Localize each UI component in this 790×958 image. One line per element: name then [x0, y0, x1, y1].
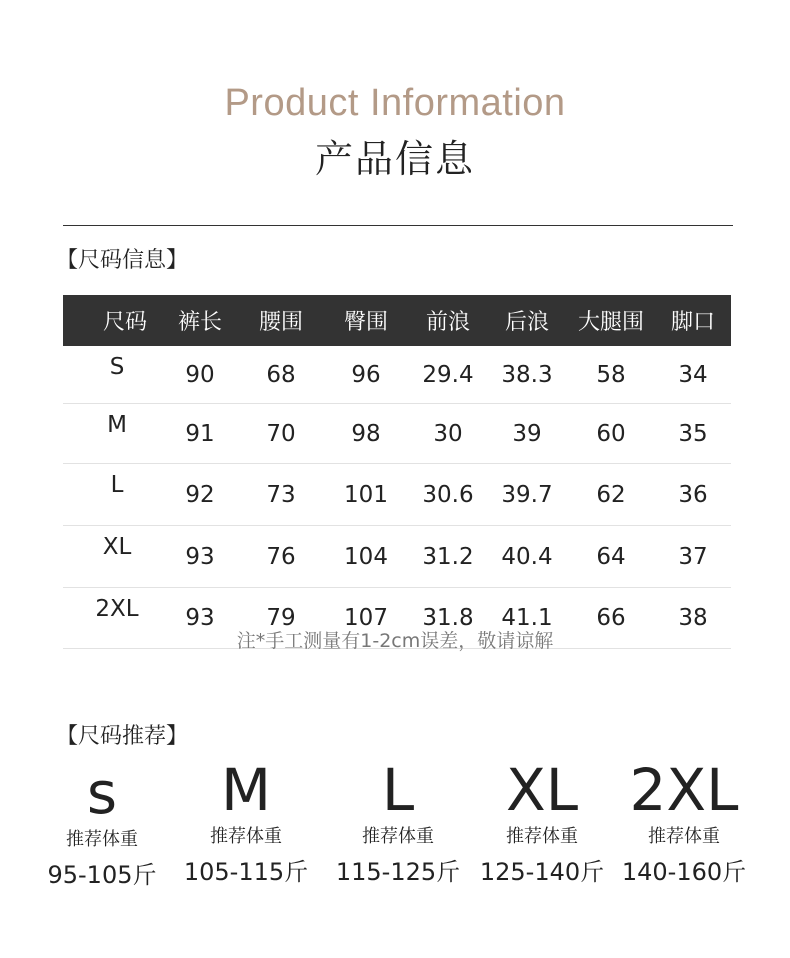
cell-size: L [63, 464, 161, 526]
cell-waist: 70 [239, 404, 323, 464]
recommend-weight-range: 140-160斤 [621, 858, 747, 886]
recommend-weight-range: 105-115斤 [183, 858, 309, 886]
recommend-size: L [381, 756, 415, 824]
cell-back-rise: 40.4 [487, 526, 567, 588]
cell-waist: 73 [239, 464, 323, 526]
column-header-size: 尺码 [63, 295, 161, 346]
cell-leg-opening: 35 [655, 404, 731, 464]
cell-pants-length: 91 [161, 404, 239, 464]
title-english: Product Information [224, 82, 566, 124]
column-header-hip: 臀围 [323, 295, 409, 346]
size-recommend-item [166, 755, 326, 887]
recommend-size: s [86, 759, 118, 827]
cell-leg-opening: 34 [655, 346, 731, 404]
cell-thigh: 58 [567, 346, 655, 404]
column-header-leg-opening: 脚口 [655, 295, 731, 346]
recommend-weight-range: 125-140斤 [479, 858, 605, 886]
recommend-weight-label: 推荐体重 [506, 826, 578, 847]
recommend-weight-label: 推荐体重 [66, 829, 138, 850]
size-recommend-item [318, 755, 478, 887]
size-recommend-item [462, 755, 622, 887]
column-header-waist: 腰围 [239, 295, 323, 346]
divider-line [63, 225, 733, 226]
table-row [63, 346, 731, 404]
recommend-weight-range: 95-105斤 [47, 861, 157, 889]
column-header-front-rise: 前浪 [409, 295, 487, 346]
cell-thigh: 62 [567, 464, 655, 526]
cell-waist: 76 [239, 526, 323, 588]
table-header-row [63, 295, 731, 346]
cell-front-rise: 31.2 [409, 526, 487, 588]
cell-thigh: 66 [567, 588, 655, 649]
cell-leg-opening: 37 [655, 526, 731, 588]
cell-front-rise: 31.8 [409, 588, 487, 649]
cell-back-rise: 39 [487, 404, 567, 464]
cell-back-rise: 39.7 [487, 464, 567, 526]
cell-back-rise: 38.3 [487, 346, 567, 404]
cell-pants-length: 90 [161, 346, 239, 404]
cell-front-rise: 30 [409, 404, 487, 464]
cell-leg-opening: 38 [655, 588, 731, 649]
column-header-back-rise: 后浪 [487, 295, 567, 346]
size-recommend-item [604, 755, 764, 887]
cell-hip: 107 [323, 588, 409, 649]
cell-front-rise: 30.6 [409, 464, 487, 526]
cell-hip: 96 [323, 346, 409, 404]
recommend-weight-label: 推荐体重 [362, 826, 434, 847]
size-table [63, 295, 731, 649]
cell-size: 2XL [63, 588, 161, 649]
cell-back-rise: 41.1 [487, 588, 567, 649]
cell-waist: 68 [239, 346, 323, 404]
cell-size: M [63, 404, 161, 464]
cell-pants-length: 93 [161, 526, 239, 588]
measurement-note: 注*手工测量有1-2cm误差，敬请谅解 [236, 630, 554, 652]
cell-thigh: 60 [567, 404, 655, 464]
title-chinese: 产品信息 [314, 137, 475, 181]
cell-waist: 79 [239, 588, 323, 649]
column-header-thigh: 大腿围 [567, 295, 655, 346]
cell-size: S [63, 346, 161, 404]
table-row [63, 464, 731, 526]
cell-leg-opening: 36 [655, 464, 731, 526]
cell-hip: 104 [323, 526, 409, 588]
recommend-weight-label: 推荐体重 [210, 826, 282, 847]
column-header-pants-length: 裤长 [161, 295, 239, 346]
cell-hip: 101 [323, 464, 409, 526]
recommend-size: XL [505, 756, 579, 824]
size-recommend-label: 【尺码推荐】 [56, 724, 189, 749]
size-info-label: 【尺码信息】 [56, 248, 189, 273]
recommend-size: 2XL [629, 756, 739, 824]
recommend-size: M [220, 756, 272, 824]
cell-thigh: 64 [567, 526, 655, 588]
cell-size: XL [63, 526, 161, 588]
recommend-weight-range: 115-125斤 [335, 858, 461, 886]
cell-pants-length: 92 [161, 464, 239, 526]
size-recommend-item [22, 758, 182, 890]
cell-hip: 98 [323, 404, 409, 464]
table-row [63, 526, 731, 588]
recommend-weight-label: 推荐体重 [648, 826, 720, 847]
cell-front-rise: 29.4 [409, 346, 487, 404]
table-row [63, 404, 731, 464]
cell-pants-length: 93 [161, 588, 239, 649]
